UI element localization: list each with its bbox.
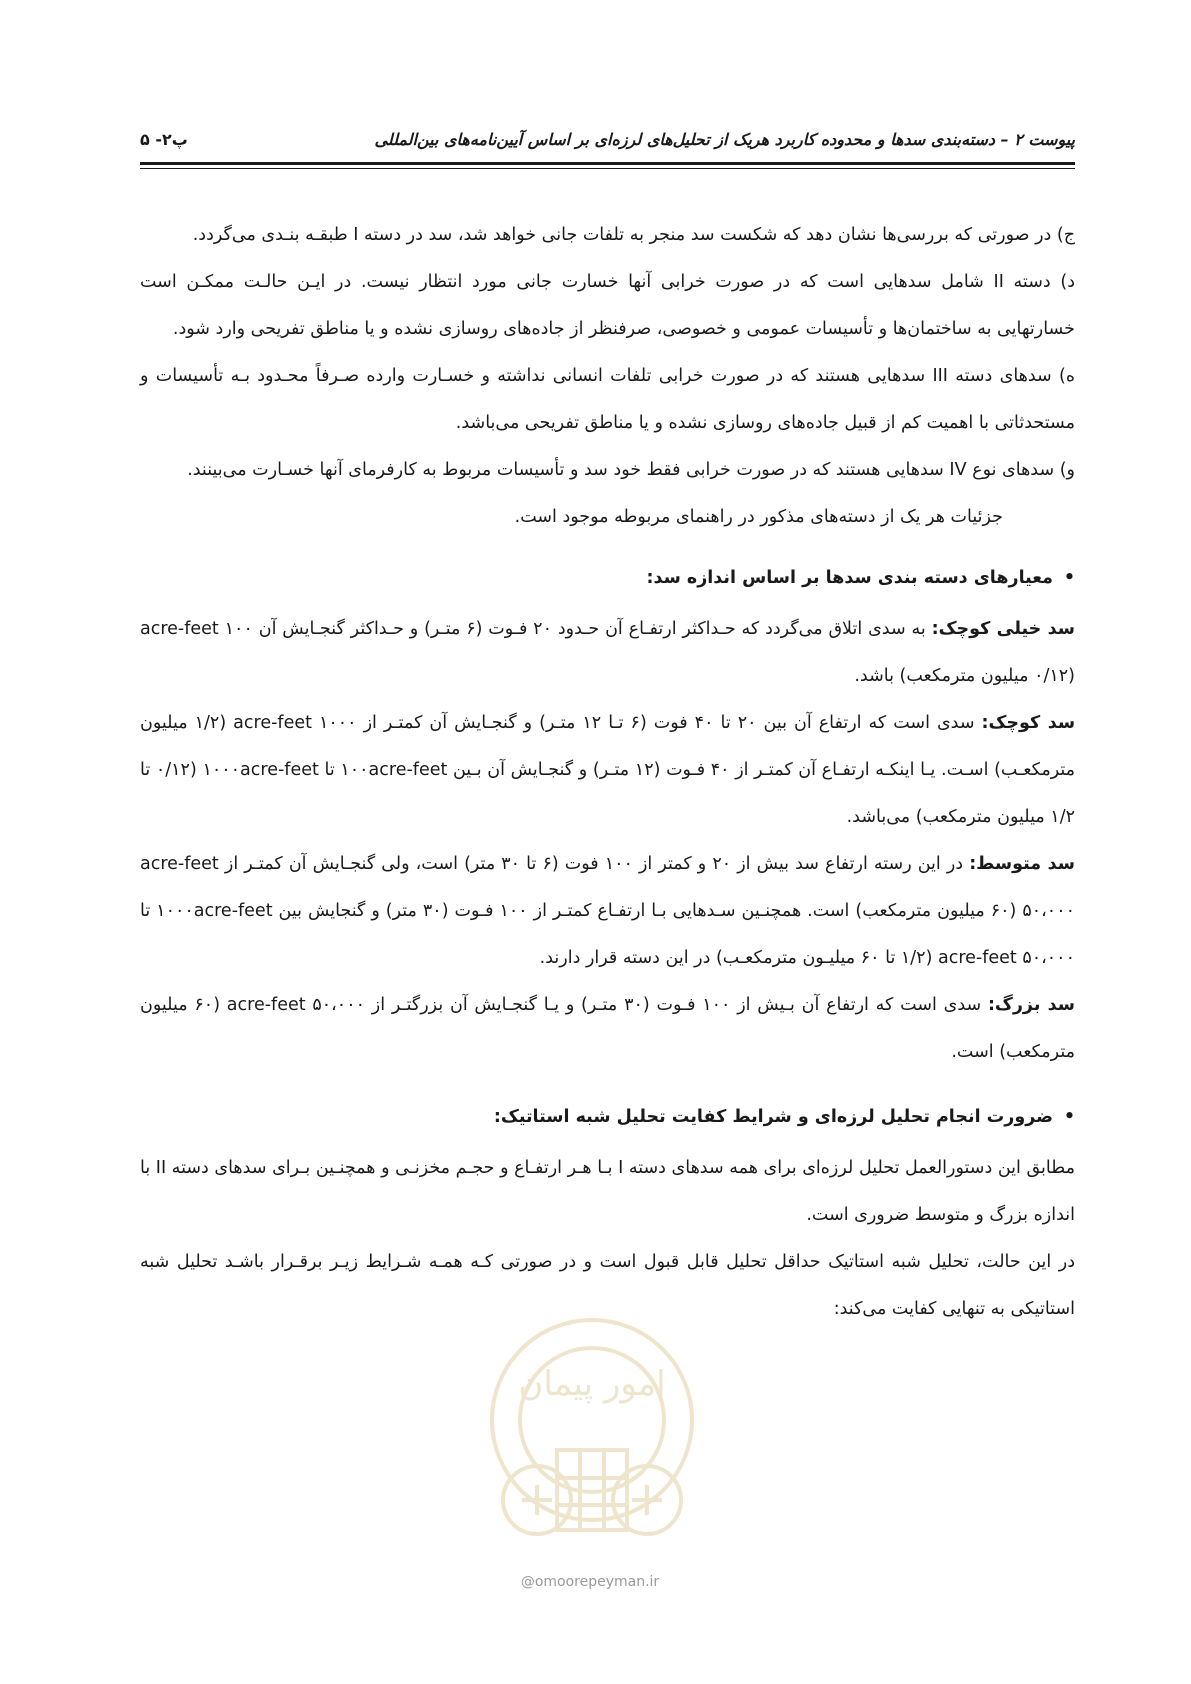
header-rule-thick: [140, 162, 1075, 165]
header-rule-thin: [140, 168, 1075, 169]
watermark-url: @omoorepeyman.ir: [520, 1574, 660, 1590]
section-heading-seismic-analysis: [140, 1094, 1075, 1141]
page-header: [140, 126, 1075, 166]
definition-text: سدی است که ارتفاع آن بین ۲۰ تا ۴۰ فوت (۶ تـا ۱۲ متـر) و گنجـایش آن کمتـر از acre-feet ۱۰۰۰ (۱/۲ میلیون مترمکعـب) اسـت. یـا اینکـه ارتفـاع آن کمتـر از ۴۰ فـوت (۱۲ متـر) و گنجـایش آن بـین ۱۰۰acre-feet تا ۱۰۰۰acre-feet (۰/۱۲ تا ۱/۲ میلیون مترمکعب) می‌باشد.: [140, 713, 1076, 827]
definition-term: سد کوچک:: [981, 713, 1076, 733]
page-number: پ۲- ۵: [140, 130, 188, 149]
definition-very-small-dam: [140, 606, 1075, 700]
bullet-icon: •: [1063, 568, 1075, 588]
section-heading-text: ضرورت انجام تحلیل لرزه‌ای و شرایط کفایت تحلیل شبه استاتیک:: [493, 1107, 1053, 1127]
definition-term: سد متوسط:: [969, 854, 1075, 874]
definition-large-dam: [140, 982, 1075, 1076]
definition-medium-dam: [140, 841, 1075, 982]
paragraph-j: ج) در صورتی که بررسی‌ها نشان دهد که شکست سد منجر به تلفات جانی خواهد شد، سد در دسته I طبقـه بنـدی می‌گردد.: [192, 225, 1075, 245]
definition-term: سد بزرگ:: [987, 995, 1075, 1015]
paragraph-h: ه) سدهای دسته III سدهایی هستند که در صورت خرابی تلفات انسانی نداشته و خسـارت وارده صـرفاً محـدود بـه تأسیسات و مستحدثاتی با اهمیت کم از قبیل جاده‌های روسازی نشده و یا مناطق تفریحی می‌باشد.: [140, 366, 1075, 433]
section-heading-size-criteria: [140, 555, 1075, 602]
definition-text: در این رسته ارتفاع سد بیش از ۲۰ و کمتر از ۱۰۰ فوت (۶ تا ۳۰ متر) است، ولی گنجـایش آن کمتـر از acre-feet ۵۰،۰۰۰ (۶۰ میلیون مترمکعب) است. همچنـین سـدهایی بـا ارتفـاع کمتـر از ۱۰۰ فـوت (۳۰ متر) و گنجایش بین ۱۰۰۰acre-feet تا acre-feet ۵۰،۰۰۰ (۱/۲ تا ۶۰ میلیـون مترمکعـب) در این دسته قرار دارند.: [140, 854, 1075, 968]
definition-text: به سدی اتلاق می‌گردد که حـداکثر ارتفـاع آن حـدود ۲۰ فـوت (۶ متـر) و حـداکثر گنجـایش آن ۱۰۰ acre-feet (۰/۱۲ میلیون مترمکعب) باشد.: [140, 619, 1075, 686]
section-heading-text: معیارهای دسته بندی سدها بر اساس اندازه سد:: [646, 568, 1053, 588]
page-content: [140, 212, 1075, 1333]
paragraph-seismic-requirement: مطابق این دستورالعمل تحلیل لرزه‌ای برای همه سدهای دسته I بـا هـر ارتفـاع و حجـم مخزنـی و همچنـین بـرای سدهای دسته II با اندازه بزرگ و متوسط ضروری است.: [140, 1158, 1075, 1225]
watermark-logo-text: امور پیمان: [518, 1364, 666, 1404]
definition-small-dam: [140, 700, 1075, 841]
paragraph-pseudo-static: در این حالت، تحلیل شبه استاتیک حداقل تحلیل قابل قبول است و در صورتی کـه همـه شـرایط زیـر برقـرار باشـد تحلیل شبه استاتیکی به تنهایی کفایت می‌کند:: [140, 1252, 1075, 1319]
definition-text: سدی است که ارتفاع آن بـیش از ۱۰۰ فـوت (۳۰ متـر) و یـا گنجـایش آن بزرگتـر از acre-feet ۵۰،۰۰۰ (۶۰ میلیون مترمکعب) است.: [140, 995, 1075, 1062]
definition-term: سد خیلی کوچک:: [931, 619, 1075, 639]
watermark-logo: [462, 1300, 722, 1590]
paragraph-d: د) دسته II شامل سدهایی است که در صورت خرابی آنها خسارت جانی مورد انتظار نیست. در ایـن حالـت ممکـن است خسارتهایی به ساختمان‌ها و تأسیسات عمومی و خصوصی، صرفنظر از جاده‌های روسازی نشده و یا مناطق تفریحی وارد شود.: [140, 272, 1075, 339]
bullet-icon: •: [1063, 1107, 1075, 1127]
header-title: پیوست ۲ – دسته‌بندی سدها و محدوده کاربرد هریک از تحلیل‌های لرزه‌ای بر اساس آیین‌نامه‌های بین‌المللی: [374, 130, 1075, 149]
paragraph-details: جزئیات هر یک از دسته‌های مذکور در راهنمای مربوطه موجود است.: [514, 507, 1003, 527]
paragraph-v: و) سدهای نوع IV سدهایی هستند که در صورت خرابی فقط خود سد و تأسیسات مربوط به کارفرمای آنها خسـارت می‌بینند.: [187, 460, 1075, 480]
